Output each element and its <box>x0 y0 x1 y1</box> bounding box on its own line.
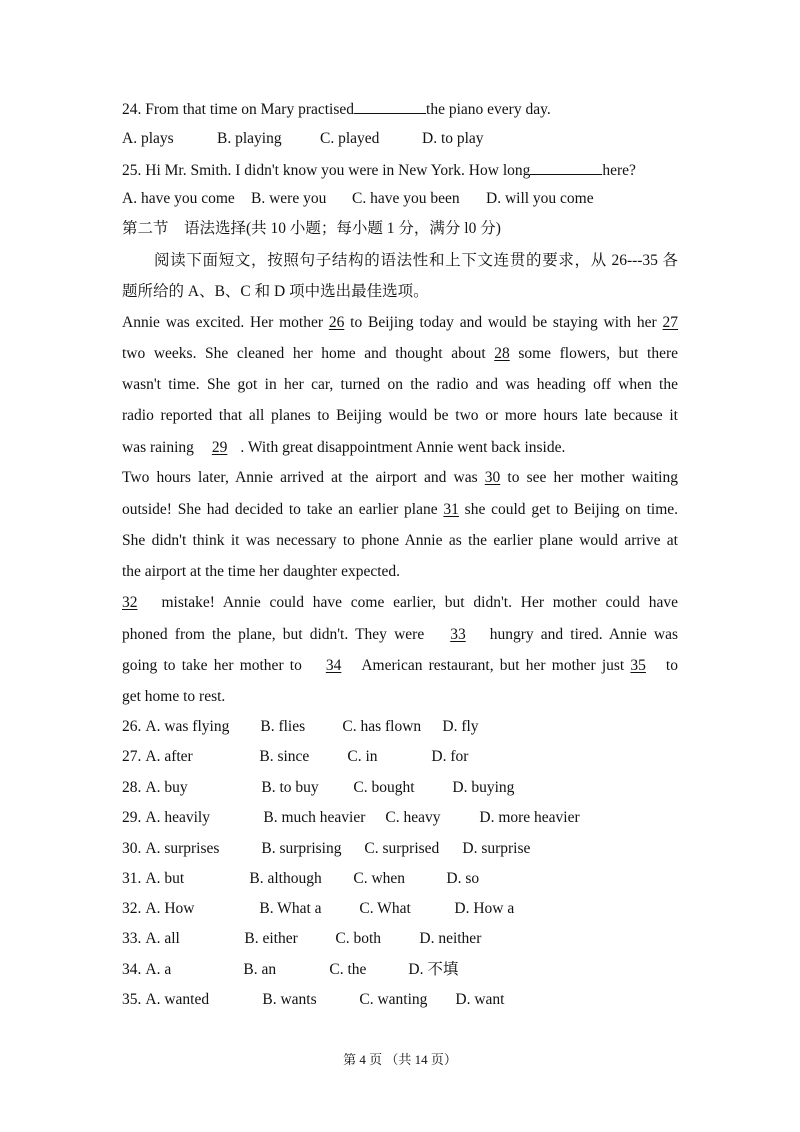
option-a: A. after <box>145 748 193 765</box>
passage-line: wasn't time. She got in her car, turned on the radio and was heading off when the <box>122 376 678 393</box>
option-b: B. wants <box>262 991 317 1008</box>
passage-line: two weeks. She cleaned her home and thought about 28 some flowers, but there <box>122 345 678 362</box>
option-c: C. in <box>347 748 378 765</box>
answer-blank <box>530 159 602 175</box>
question-number: 28. <box>122 779 142 796</box>
passage-line: 32 mistake! Annie could have come earlier, but didn't. Her mother could have <box>122 594 678 611</box>
option-c: C. played <box>320 130 380 147</box>
option-b: B. either <box>244 930 298 947</box>
blank-number: 34 <box>325 657 342 674</box>
option-b: B. much heavier <box>263 809 366 826</box>
option-d: D. more heavier <box>479 809 580 826</box>
question-number: 32. <box>122 900 142 917</box>
blank-number: 31 <box>443 501 459 518</box>
option-a: A. How <box>145 900 195 917</box>
option-c: C. have you been <box>352 190 460 207</box>
question-row <box>122 747 468 767</box>
blank-number: 28 <box>494 345 510 362</box>
option-b: B. flies <box>260 718 306 735</box>
section-instruction: 阅读下面短文，按照句子结构的语法性和上下文连贯的要求，从 26---35 各 <box>154 252 678 269</box>
option-b: B. since <box>259 748 310 765</box>
question-number: 31. <box>122 870 142 887</box>
question-row <box>122 869 479 889</box>
option-c: C. has flown <box>342 718 422 735</box>
question-row <box>122 778 514 798</box>
question-row <box>122 960 458 980</box>
option-a: A. a <box>145 961 172 978</box>
section-instruction-cont: 题所给的 A、B、C 和 D 项中选出最佳选项。 <box>122 283 429 300</box>
question-number: 33. <box>122 930 142 947</box>
option-d: D. neither <box>419 930 482 947</box>
option-a: A. buy <box>145 779 188 796</box>
question-row <box>122 839 530 859</box>
option-a: A. all <box>145 930 180 947</box>
blank-number: 35 <box>630 657 646 674</box>
question-number: 30. <box>122 840 142 857</box>
option-a: A. heavily <box>145 809 210 826</box>
option-c: C. surprised <box>364 840 440 857</box>
option-d: D. want <box>455 991 505 1008</box>
option-c: C. the <box>329 961 367 978</box>
blank-number: 33 <box>450 626 466 643</box>
option-a: A. plays <box>122 130 174 147</box>
passage-line: radio reported that all planes to Beijing would be two or more hours late because it <box>122 407 678 424</box>
option-c: C. heavy <box>385 809 441 826</box>
option-d: D. How a <box>454 900 515 917</box>
question-number: 34. <box>122 961 142 978</box>
passage-line: phoned from the plane, but didn't. They were 33 hungry and tired. Annie was <box>122 626 678 643</box>
option-c: C. both <box>335 930 382 947</box>
passage-line: going to take her mother to 34 American restaurant, but her mother just 35 to <box>122 657 678 674</box>
option-b: B. playing <box>217 130 282 147</box>
passage-line: was raining 29 . With great disappointment Annie went back inside. <box>122 439 566 456</box>
option-c: C. when <box>353 870 406 887</box>
passage-line: outside! She had decided to take an earlier plane 31 she could get to Beijing on time. <box>122 501 678 518</box>
question-25-stem: 25. Hi Mr. Smith. I didn't know you were in New York. How long here? <box>122 159 636 181</box>
question-number: 26. <box>122 718 142 735</box>
blank-number: 30 <box>484 469 501 486</box>
blank-number: 29 <box>211 439 228 456</box>
option-c: C. wanting <box>359 991 428 1008</box>
question-25-options <box>122 189 594 209</box>
option-a: A. but <box>145 870 185 887</box>
question-row <box>122 990 504 1010</box>
question-24-stem: 24. From that time on Mary practised the piano every day. <box>122 98 551 120</box>
option-b: B. to buy <box>261 779 319 796</box>
blank-number: 26 <box>328 314 345 331</box>
blank-number: 32 <box>122 594 138 611</box>
question-row <box>122 808 580 828</box>
option-a: A. wanted <box>145 991 210 1008</box>
option-d: D. for <box>431 748 469 765</box>
passage-line: the airport at the time her daughter expected. <box>122 563 401 580</box>
answer-blank <box>354 98 426 114</box>
question-number: 29. <box>122 809 142 826</box>
option-b: B. although <box>249 870 322 887</box>
option-b: B. were you <box>251 190 327 207</box>
option-c: C. What <box>359 900 411 917</box>
question-row <box>122 929 481 949</box>
option-a: A. have you come <box>122 190 235 207</box>
passage-line: Annie was excited. Her mother 26 to Beijing today and would be staying with her 27 <box>122 314 678 331</box>
option-d: D. buying <box>452 779 515 796</box>
section-title: 第二节 语法选择(共 10 小题；每小题 1 分，满分 l0 分) <box>122 220 501 237</box>
page-footer: 第 4 页 （共 14 页） <box>343 1052 457 1067</box>
passage-line: Two hours later, Annie arrived at the airport and was 30 to see her mother waiting <box>122 469 678 486</box>
question-row <box>122 717 479 737</box>
option-c: C. bought <box>353 779 415 796</box>
question-number: 27. <box>122 748 142 765</box>
question-number: 35. <box>122 991 142 1008</box>
option-a: A. was flying <box>145 718 230 735</box>
option-d: D. so <box>446 870 480 887</box>
option-a: A. surprises <box>145 840 220 857</box>
option-d: D. to play <box>422 130 484 147</box>
option-d: D. will you come <box>486 190 594 207</box>
question-row <box>122 899 514 919</box>
passage-line: She didn't think it was necessary to phone Annie as the earlier plane would arrive at <box>122 532 678 549</box>
option-b: B. What a <box>259 900 322 917</box>
passage-line: get home to rest. <box>122 688 226 705</box>
option-d: D. fly <box>442 718 479 735</box>
option-b: B. surprising <box>261 840 342 857</box>
question-24-options <box>122 129 484 149</box>
option-d: D. surprise <box>462 840 531 857</box>
option-d: D. 不填 <box>408 961 459 978</box>
blank-number: 27 <box>662 314 678 331</box>
option-b: B. an <box>243 961 277 978</box>
